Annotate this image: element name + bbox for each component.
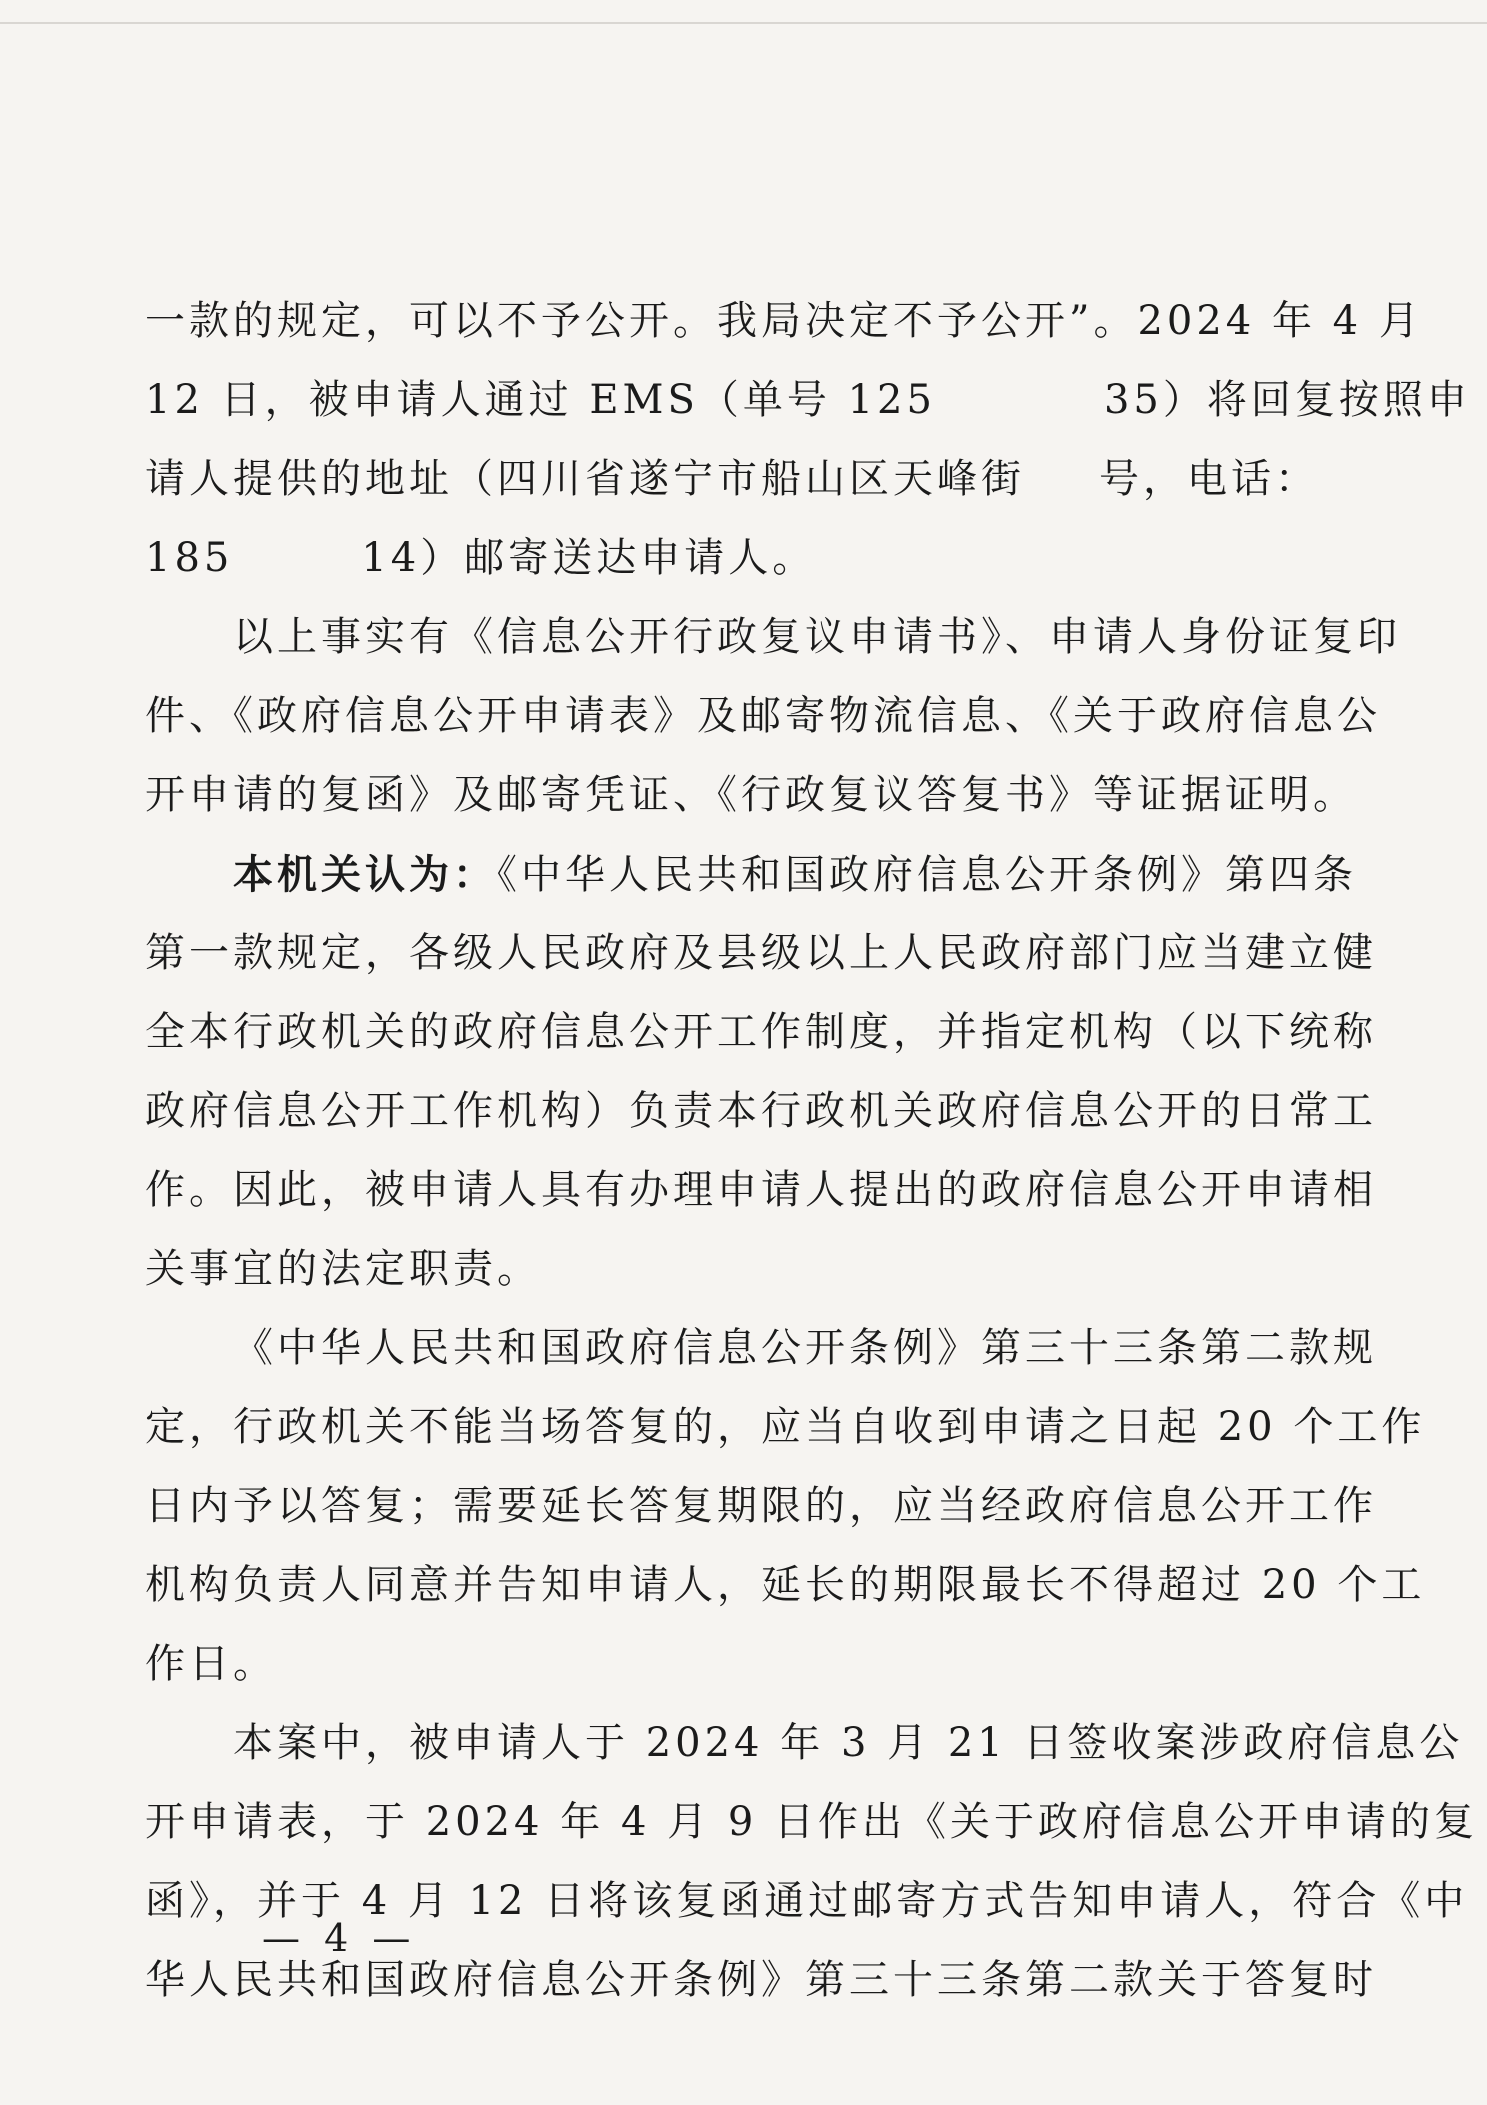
text-line-1: 一款的规定，可以不予公开。我局决定不予公开”。2024 年 4 月: [145, 298, 1423, 344]
text-line-13: 关事宜的法定职责。: [145, 1246, 541, 1292]
ems-prefix: 12 日，被申请人通过 EMS（单号 125: [145, 377, 936, 423]
ems-suffix: 35）将回复按照申: [1103, 377, 1471, 423]
text-line-20: 开申请表，于 2024 年 4 月 9 日作出《关于政府信息公开申请的复: [145, 1799, 1478, 1845]
text-line-3: [145, 440, 1319, 519]
phone-prefix: 185: [145, 535, 234, 581]
page-number: — 4 —: [262, 1916, 417, 1960]
scan-edge-line: [0, 22, 1487, 24]
address-suffix: 号，电话：: [1099, 456, 1319, 502]
phone-suffix: 14）邮寄送达申请人。: [361, 535, 817, 581]
text-line-4: [145, 519, 1295, 598]
text-line-7: 开申请的复函》及邮寄凭证、《行政复议答复书》等证据证明。: [145, 772, 1357, 818]
text-line-6: 件、《政府信息公开申请表》及邮寄物流信息、《关于政府信息公: [145, 693, 1381, 739]
text-line-18: 作日。: [145, 1641, 277, 1687]
finding-heading: 本机关认为：: [233, 851, 497, 898]
text-line-14: 《中华人民共和国政府信息公开条例》第三十三条第二款规: [233, 1325, 1377, 1371]
text-line-5: 以上事实有《信息公开行政复议申请书》、申请人身份证复印: [233, 614, 1401, 660]
text-line-10: 全本行政机关的政府信息公开工作制度，并指定机构（以下统称: [145, 1009, 1377, 1055]
text-line-11: 政府信息公开工作机构）负责本行政机关政府信息公开的日常工: [145, 1088, 1377, 1134]
text-line-8: 本机关认为：《中华人民共和国政府信息公开条例》第四条: [233, 851, 1357, 898]
text-line-22: 华人民共和国政府信息公开条例》第三十三条第二款关于答复时: [145, 1957, 1377, 2003]
address-prefix: 请人提供的地址（四川省遂宁市船山区天峰街: [145, 456, 1025, 502]
text-line-2: [145, 361, 1471, 440]
text-line-16: 日内予以答复；需要延长答复期限的，应当经政府信息公开工作: [145, 1483, 1377, 1529]
text-line-9: 第一款规定，各级人民政府及县级以上人民政府部门应当建立健: [145, 930, 1377, 976]
text-line-15: 定，行政机关不能当场答复的，应当自收到申请之日起 20 个工作: [145, 1404, 1426, 1450]
text-line-21: 函》，并于 4 月 12 日将该复函通过邮寄方式告知申请人，符合《中: [145, 1878, 1469, 1924]
text-line-12: 作。因此，被申请人具有办理申请人提出的政府信息公开申请相: [145, 1167, 1377, 1213]
body-text: [145, 282, 1478, 2020]
text-line-19: 本案中，被申请人于 2024 年 3 月 21 日签收案涉政府信息公: [233, 1720, 1464, 1766]
text-line-17: 机构负责人同意并告知申请人，延长的期限最长不得超过 20 个工: [145, 1562, 1426, 1608]
